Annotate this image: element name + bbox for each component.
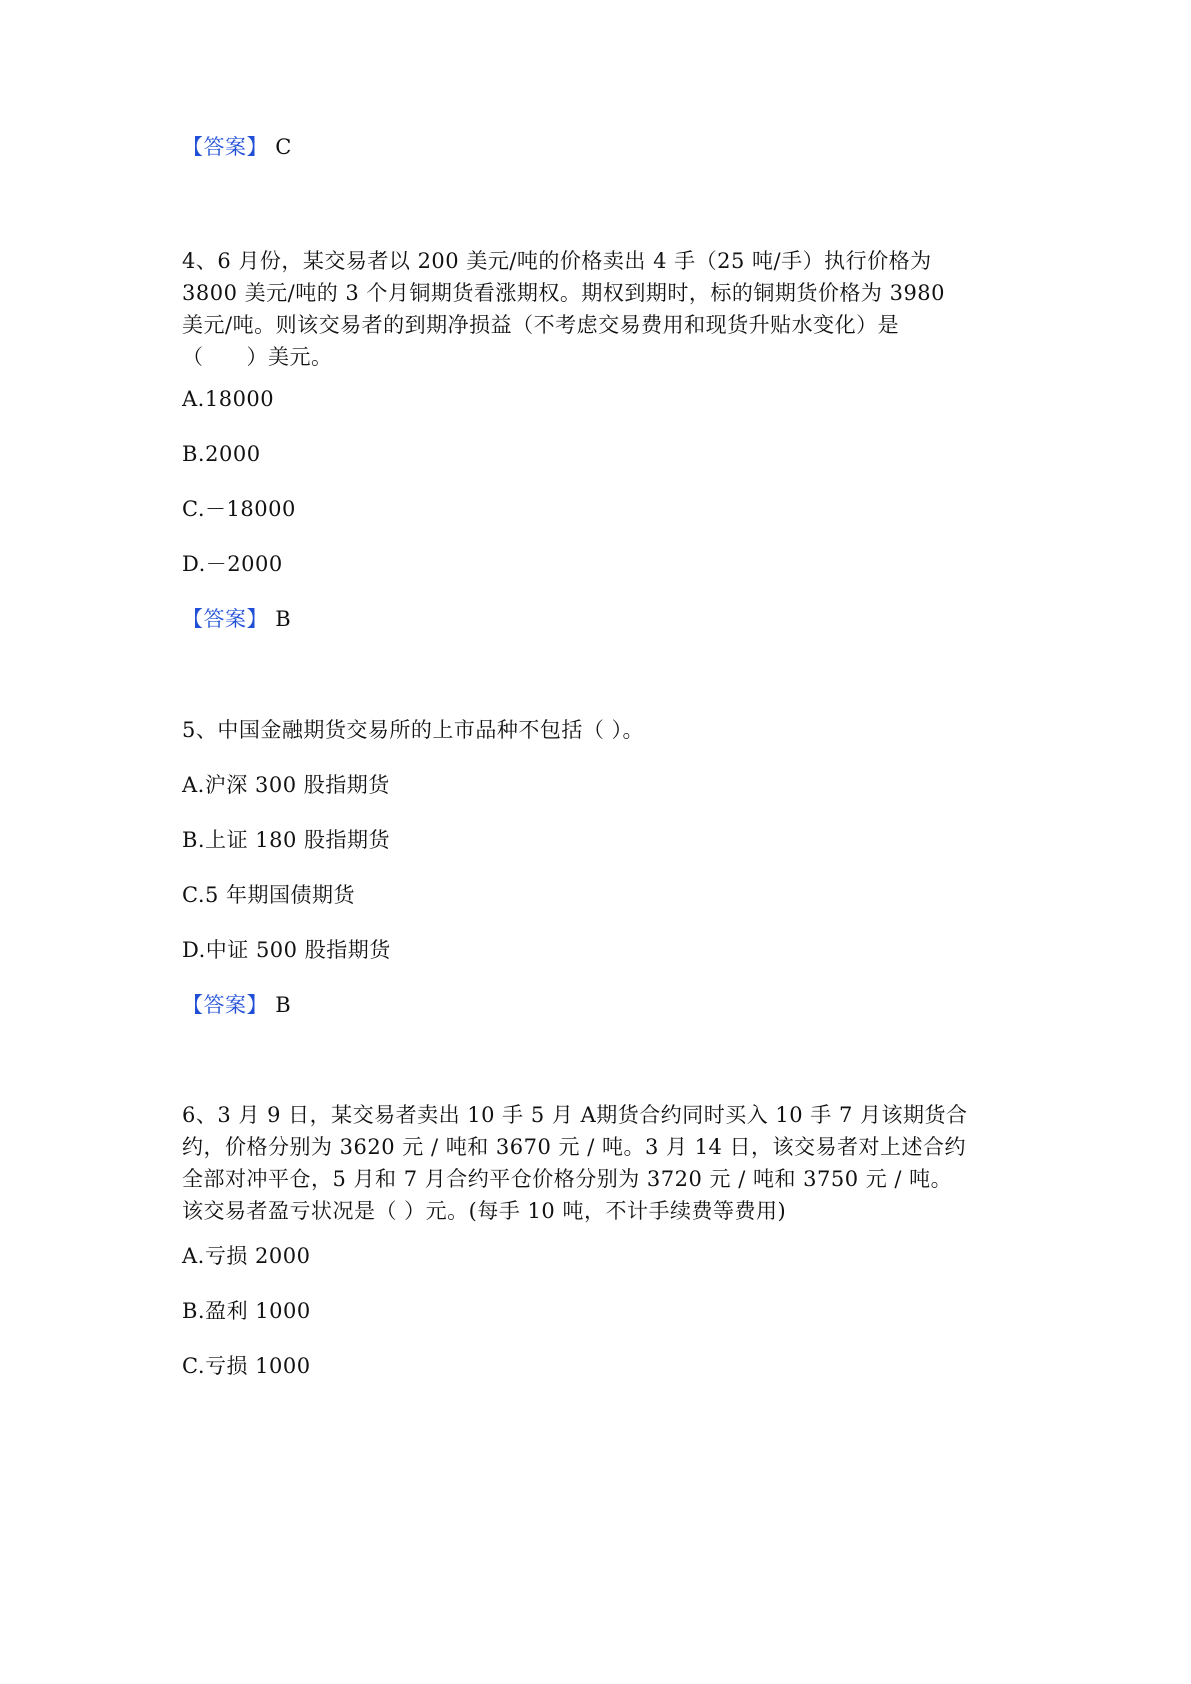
stem-line: 4、6 月份，某交易者以 200 美元/吨的价格卖出 4 手（25 吨/手）执行价格为 [182, 249, 932, 273]
question-5-option-d: D.中证 500 股指期货 [182, 938, 391, 962]
stem-line: 全部对冲平仓，5 月和 7 月合约平仓价格分别为 3720 元 / 吨和 3750 元 / 吨。 [182, 1167, 953, 1191]
question-4-option-d: D.－2000 [182, 552, 283, 576]
answer-label: 【答案】 [182, 135, 268, 159]
question-6-option-b: B.盈利 1000 [182, 1299, 311, 1323]
stem-line: （ ）美元。 [182, 345, 333, 369]
answer-label: 【答案】 [182, 993, 268, 1017]
stem-line: 3800 美元/吨的 3 个月铜期货看涨期权。期权到期时，标的铜期货价格为 3980 [182, 281, 946, 305]
question-5-option-c: C.5 年期国债期货 [182, 883, 356, 907]
answer-q3 [182, 131, 292, 163]
question-6-stem [182, 1099, 1012, 1227]
answer-value: B [275, 993, 292, 1017]
question-4-option-b: B.2000 [182, 442, 261, 466]
answer-q5 [182, 989, 291, 1021]
question-5-option-b: B.上证 180 股指期货 [182, 828, 391, 852]
question-6-option-a: A.亏损 2000 [182, 1244, 311, 1268]
question-5-stem: 5、中国金融期货交易所的上市品种不包括（ ）。 [182, 718, 645, 742]
stem-line: 该交易者盈亏状况是（ ）元。(每手 10 吨，不计手续费等费用) [182, 1199, 787, 1223]
answer-label: 【答案】 [182, 607, 268, 631]
question-4-stem [182, 245, 1012, 373]
stem-line: 6、3 月 9 日，某交易者卖出 10 手 5 月 A期货合约同时买入 10 手 7 月该期货合 [182, 1103, 968, 1127]
answer-q4 [182, 603, 291, 635]
stem-line: 美元/吨。则该交易者的到期净损益（不考虑交易费用和现货升贴水变化）是 [182, 313, 900, 337]
question-5-option-a: A.沪深 300 股指期货 [182, 773, 390, 797]
answer-value: C [275, 135, 292, 159]
question-4-option-a: A.18000 [182, 387, 275, 411]
stem-line: 约，价格分别为 3620 元 / 吨和 3670 元 / 吨。3 月 14 日，该交易者对上述合约 [182, 1135, 967, 1159]
question-4-option-c: C.－18000 [182, 497, 296, 521]
answer-value: B [275, 607, 292, 631]
question-6-option-c: C.亏损 1000 [182, 1354, 311, 1378]
